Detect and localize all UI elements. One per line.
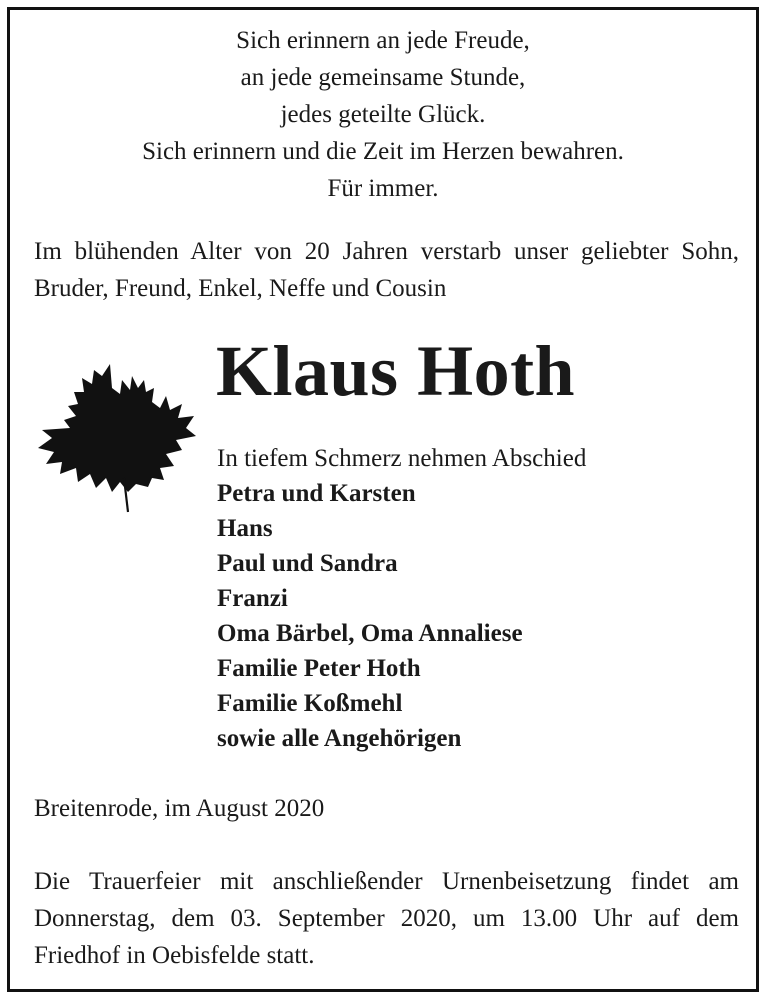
poem-line: Für immer. [327,175,439,202]
poem-line: an jede gemeinsame Stunde, [240,64,526,91]
place-date: Breitenrode, im August 2020 [34,795,325,822]
maple-leaf-icon [36,358,198,514]
mourners-list [217,441,586,756]
deceased-name: Klaus Hoth [216,331,576,411]
mourner-name: Hans [217,515,273,542]
mourner-name: Oma Bärbel, Oma Annaliese [217,620,523,647]
mourner-name: Familie Koßmehl [217,690,403,717]
poem-line: Sich erinnern an jede Freude, [236,27,530,54]
intro-text: Im blühenden Alter von 20 Jahren verstarb unser geliebter Sohn, Bruder, Freund, Enkel, Neffe und Cousin [34,238,739,302]
mourner-name: Petra und Karsten [217,480,416,507]
mourner-name: Franzi [217,585,288,612]
ceremony-info: Die Trauerfeier mit anschließender Urnenbeisetzung findet am Donnerstag, dem 03. September 2020, um 13.00 Uhr auf dem Friedhof in Oebisfelde statt. [34,868,739,969]
poem-line: jedes geteilte Glück. [280,101,486,128]
mourners-lead: In tiefem Schmerz nehmen Abschied [217,445,587,472]
poem-line: Sich erinnern und die Zeit im Herzen bewahren. [142,138,624,165]
poem [0,22,766,207]
mourner-name: Familie Peter Hoth [217,655,421,682]
mourner-name: Paul und Sandra [217,550,398,577]
mourner-name: sowie alle Angehörigen [217,725,462,752]
